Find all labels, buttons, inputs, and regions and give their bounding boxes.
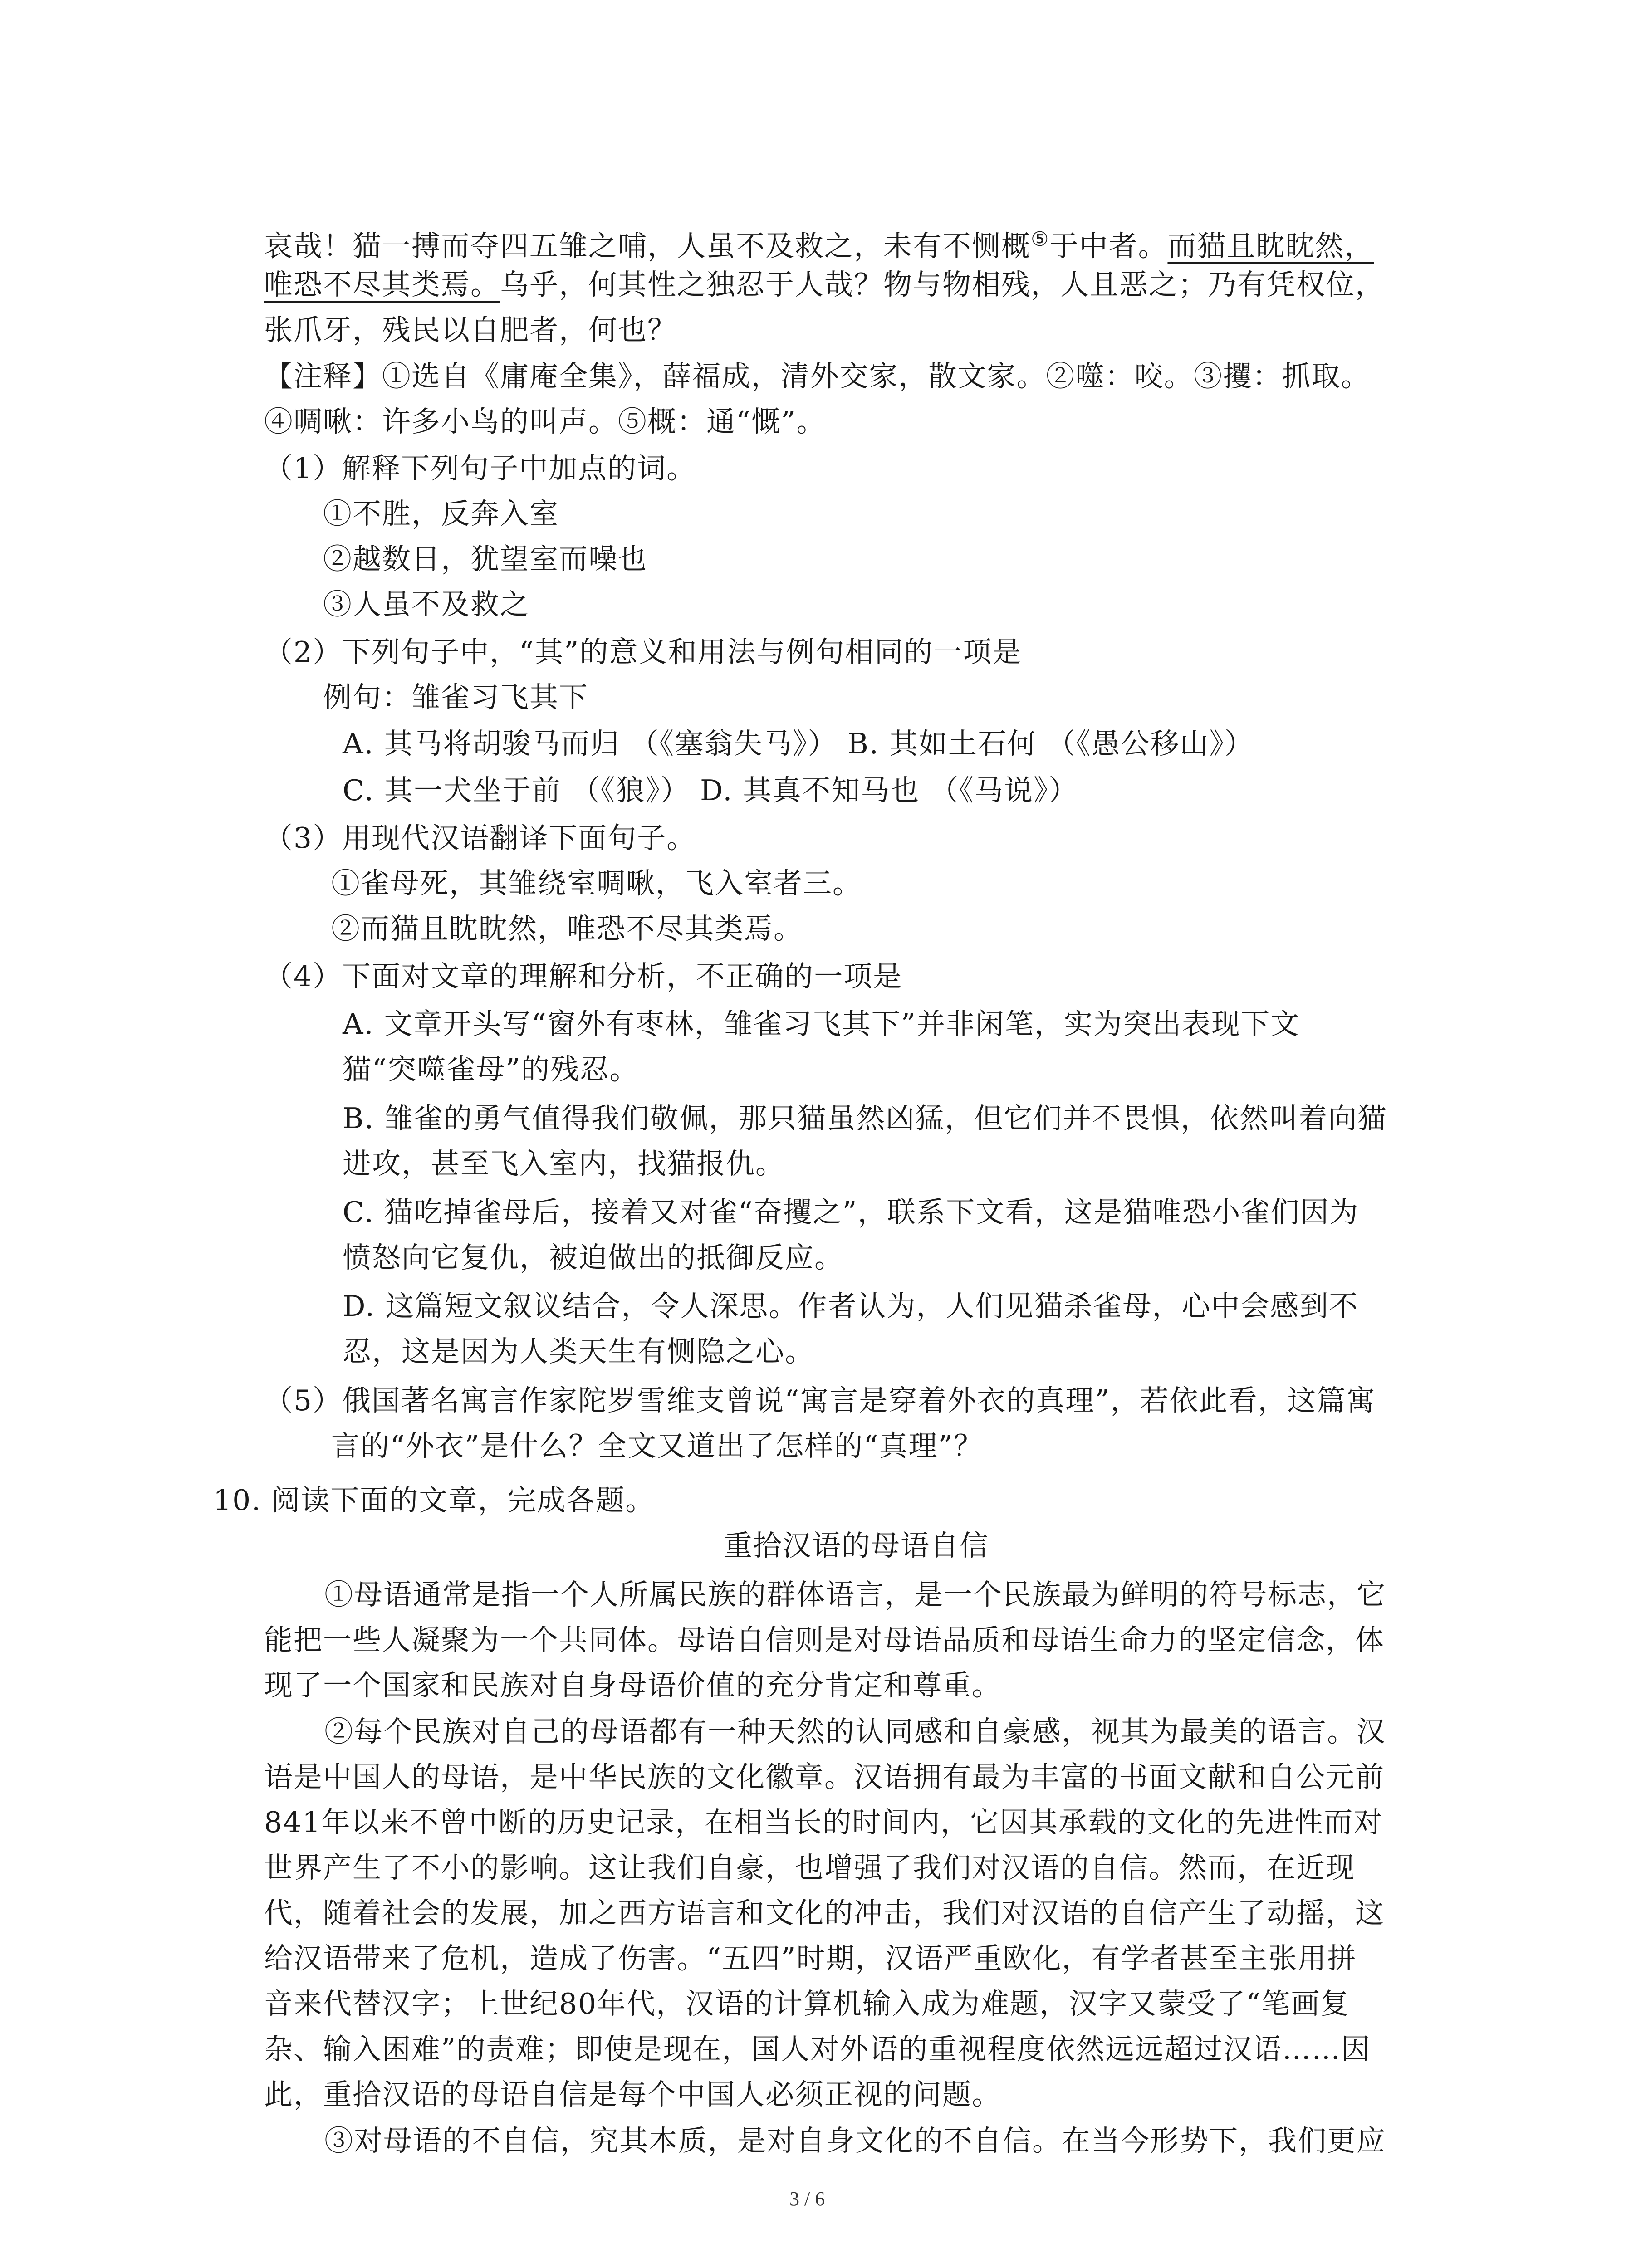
question-5-line-2: 言的“外衣”是什么？全文又道出了怎样的“真理”？ — [331, 1429, 983, 1462]
passage-text: 乌乎，何其性之独忍于人哉？物与物相残，人且恶之；乃有凭权位， — [500, 268, 1385, 301]
paragraph-2-line: 代，随着社会的发展，加之西方语言和文化的冲击，我们对汉语的自信产生了动摇，这 — [264, 1897, 1385, 1930]
paragraph-1-line: 现了一个国家和民族对自身母语价值的充分肯定和尊重。 — [264, 1669, 1001, 1702]
notes-line-1: 【注释】①选自《庸庵全集》，薛福成，清外交家，散文家。②噬：咬。③攫：抓取。 — [264, 360, 1371, 393]
question-3-stem: （3）用现代汉语翻译下面句子。 — [264, 821, 696, 855]
question-5-line-1: （5）俄国著名寓言作家陀罗雪维支曾说“寓言是穿着外衣的真理”，若依此看，这篇寓 — [264, 1384, 1376, 1417]
underlined-sentence: 唯恐不尽其类焉。 — [264, 268, 500, 301]
underlined-sentence: 而猫且眈眈然， — [1167, 230, 1374, 263]
paragraph-1-line: ①母语通常是指一个人所属民族的群体语言，是一个民族最为鲜明的符号标志，它 — [324, 1578, 1386, 1611]
paragraph-3-line: ③对母语的不自信，究其本质，是对自身文化的不自信。在当今形势下，我们更应 — [324, 2124, 1386, 2157]
question-3-item: ①雀母死，其雏绕室啁啾，飞入室者三。 — [331, 867, 862, 900]
question-4-option-d-cont: 忍，这是因为人类天生有恻隐之心。 — [343, 1335, 814, 1368]
question-1-item: ③人虽不及救之 — [323, 588, 529, 621]
question-4-option-a-cont: 猫“突噬雀母”的残忍。 — [343, 1053, 639, 1086]
question-4-option-c-cont: 愤怒向它复仇，被迫做出的抵御反应。 — [343, 1241, 844, 1274]
paragraph-2-line: ②每个民族对自己的母语都有一种天然的认同感和自豪感，视其为最美的语言。汉 — [324, 1715, 1386, 1748]
paragraph-2-line: 此，重拾汉语的母语自信是每个中国人必须正视的问题。 — [264, 2078, 1001, 2111]
article-title: 重拾汉语的母语自信 — [724, 1529, 989, 1562]
question-1-item: ①不胜，反奔入室 — [323, 497, 559, 530]
notes-line-2: ④啁啾：许多小鸟的叫声。⑤概：通“慨”。 — [264, 405, 826, 438]
question-1-stem: （1）解释下列句子中加点的词。 — [264, 452, 696, 485]
paragraph-2-line: 给汉语带来了危机，造成了伤害。“五四”时期，汉语严重欧化，有学者甚至主张用拼 — [264, 1942, 1357, 1975]
question-3-item: ②而猫且眈眈然，唯恐不尽其类焉。 — [331, 912, 803, 945]
paragraph-2-line: 841年以来不曾中断的历史记录，在相当长的时间内，它因其承载的文化的先进性而对 — [264, 1806, 1383, 1839]
footnote-marker: ⑤ — [1031, 228, 1050, 251]
question-4-stem: （4）下面对文章的理解和分析，不正确的一项是 — [264, 960, 903, 993]
passage-line-2 — [264, 263, 1385, 307]
paragraph-2-line: 语是中国人的母语，是中华民族的文化徽章。汉语拥有最为丰富的书面文献和自公元前 — [264, 1760, 1385, 1794]
question-4-option-b-cont: 进攻，甚至飞入室内，找猫报仇。 — [343, 1147, 785, 1180]
question-2-stem: （2）下列句子中，“其”的意义和用法与例句相同的一项是 — [264, 635, 1022, 669]
question-4-option-a: A. 文章开头写“窗外有枣林，雏雀习飞其下”并非闲笔，实为突出表现下文 — [343, 1007, 1300, 1041]
paragraph-2-line: 杂、输入困难”的责难；即使是现在，国人对外语的重视程度依然远远超过汉语……因 — [264, 2033, 1371, 2066]
passage-line-3: 张爪牙，残民以自肥者，何也？ — [264, 313, 677, 347]
paragraph-1-line: 能把一些人凝聚为一个共同体。母语自信则是对母语品质和母语生命力的坚定信念，体 — [264, 1623, 1385, 1657]
question-2-options-ab: A. 其马将胡骏马而归 （《塞翁失马》） B. 其如土石何 （《愚公移山》） — [343, 727, 1254, 760]
question-4-option-c: C. 猫吃掉雀母后，接着又对雀“奋攫之”，联系下文看，这是猫唯恐小雀们因为 — [343, 1196, 1359, 1229]
passage-text: 于中者。 — [1049, 230, 1168, 263]
paragraph-2-line: 音来代替汉字；上世纪80年代，汉语的计算机输入成为难题，汉字又蒙受了“笔画复 — [264, 1987, 1350, 2020]
page-number: 3 / 6 — [789, 2188, 825, 2210]
passage-text: 哀哉！猫一搏而夺四五雏之哺，人虽不及救之，未有不恻概 — [264, 230, 1031, 263]
passage-line-1 — [264, 218, 1374, 268]
question-10-stem: 10. 阅读下面的文章，完成各题。 — [213, 1484, 655, 1517]
question-4-option-b: B. 雏雀的勇气值得我们敬佩，那只猫虽然凶猛，但它们并不畏惧，依然叫着向猫 — [343, 1102, 1387, 1135]
question-2-example: 例句：雏雀习飞其下 — [323, 681, 588, 714]
paragraph-2-line: 世界产生了不小的影响。这让我们自豪，也增强了我们对汉语的自信。然而，在近现 — [264, 1851, 1355, 1884]
question-2-options-cd: C. 其一犬坐于前 （《狼》） D. 其真不知马也 （《马说》） — [343, 774, 1078, 807]
question-1-item: ②越数日，犹望室而噪也 — [323, 543, 647, 576]
question-4-option-d: D. 这篇短文叙议结合，令人深思。作者认为，人们见猫杀雀母，心中会感到不 — [343, 1290, 1359, 1323]
